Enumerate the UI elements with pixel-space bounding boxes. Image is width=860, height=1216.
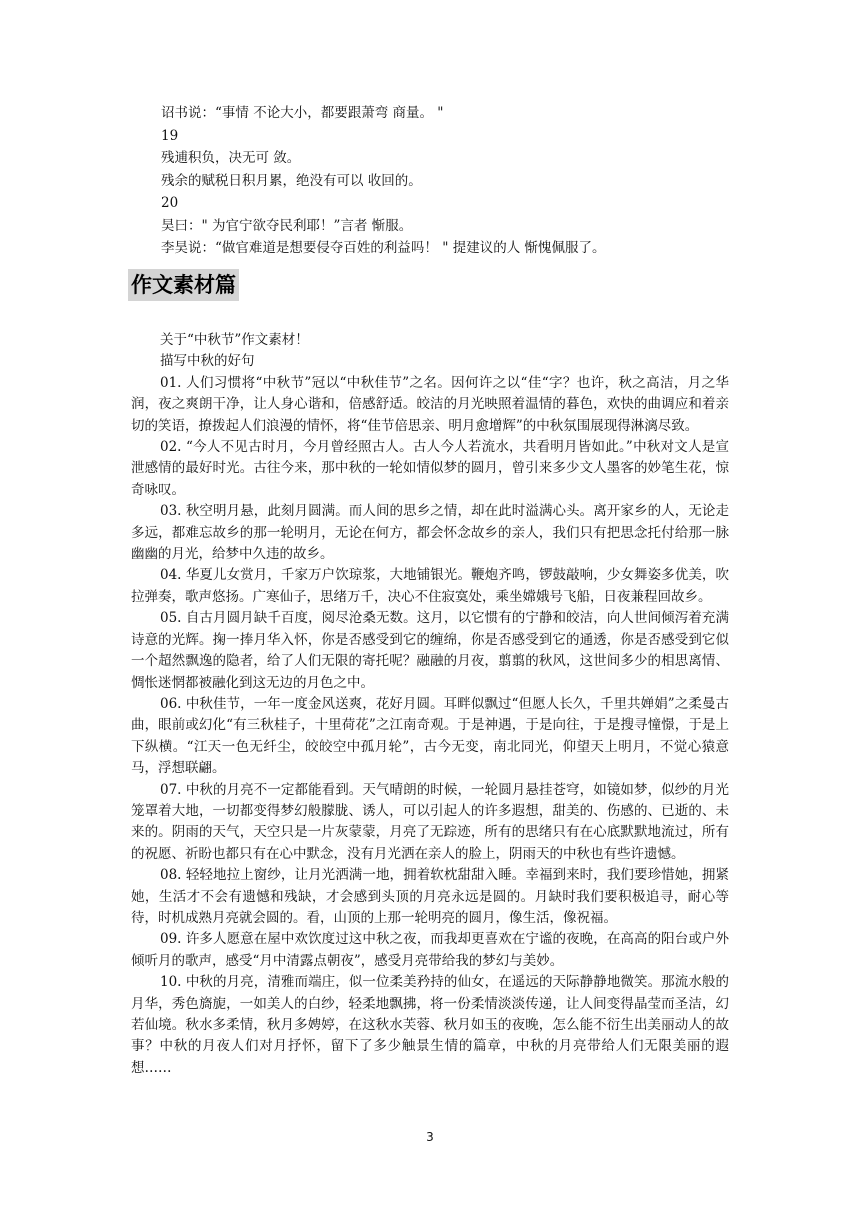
essay-paragraph: 06. 中秋佳节，一年一度金风送爽，花好月圆。耳畔似飘过“但愿人长久，千里共婵娟”之柔曼古曲，眼前或幻化“有三秋桂子，十里荷花”之江南奇观。于是神遇，于是向往，于是搜寻憧憬，于是上下纵横。“江天一色无纤尘，皎皎空中孤月轮”，古今无变，南北同光，仰望天上明月，不觉心猿意马，浮想联翩。	[131, 695, 729, 777]
section-heading: 作文素材篇	[128, 269, 239, 301]
essay-paragraph: 02. “今人不见古时月，今月曾经照古人。古人今人若流水，共看明月皆如此。”中秋对文人是宣泄感情的最好时光。古往今来，那中秋的一轮如情似梦的圆月，曾引来多少文人墨客的妙笔生花，惊奇咏叹。	[131, 439, 729, 498]
essay-subtitle: 描写中秋的好句	[160, 353, 255, 370]
note-number: 20	[161, 195, 179, 211]
essay-paragraph: 09. 许多人愿意在屋中欢饮度过这中秋之夜，而我却更喜欢在宁谧的夜晚，在高高的阳台或户外倾听月的歌声，感受“月中清露点朝夜”，感受月亮带给我的梦幻与美妙。	[131, 931, 729, 969]
essay-intro: 关于“中秋节”作文素材！	[160, 332, 309, 348]
note-line: 残余的赋税日积月累，绝没有可以 收回的。	[161, 172, 422, 189]
translation-notes	[161, 102, 721, 260]
page-number: 3	[426, 1130, 434, 1144]
essay-paragraph: 01. 人们习惯将“中秋节”冠以“中秋佳节”之名。因何许之以“佳“字？也许，秋之高洁，月之华润，夜之爽朗干净，让人身心谐和，倍感舒适。皎洁的月光映照着温情的暮色，欢快的曲调应和着亲切的笑语，撩拨起人们浪漫的情怀，将“佳节倍思亲、明月愈增辉”的中秋氛围展现得淋漓尽致。	[131, 374, 729, 434]
essay-paragraph: 07. 中秋的月亮不一定都能看到。天气晴朗的时候，一轮圆月悬挂苍穹，如镜如梦，似纱的月光笼罩着大地，一切都变得梦幻般朦胧、诱人，可以引起人的许多遐想，甜美的、伤感的、已逝的、未来的。阴雨的天气，天空只是一片灰蒙蒙，月亮了无踪迹，所有的思绪只有在心底默默地流过，所有的祝愿、祈盼也都只有在心中默念，没有月光洒在亲人的脸上，阴雨天的中秋也有些许遗憾。	[131, 781, 729, 862]
note-line: 残逋积负，决无可 敛。	[161, 150, 301, 166]
essay-paragraph: 04. 华夏儿女赏月，千家万户饮琼浆，大地铺银光。鞭炮齐鸣，锣鼓敲响，少女舞姿多优美，吹拉弹奏，歌声悠扬。广寒仙子，思绪万千，决心不住寂寞处，乘坐嫦娥号飞船，日夜兼程回故乡。	[131, 567, 729, 605]
note-number: 19	[161, 127, 179, 144]
note-line: 昊曰：" 为官宁欲夺民利耶！”言者 惭服。	[161, 217, 413, 234]
note-line: 诏书说：“事情 不论大小，都要跟萧弯 商量。 "	[161, 105, 444, 121]
essay-paragraph: 03. 秋空明月悬，此刻月圆满。而人间的思乡之情，却在此时溢满心头。离开家乡的人，无论走多远，都难忘故乡的那一轮明月，无论在何方，都会怀念故乡的亲人，我们只有把思念托付给那一脉幽幽的月光，给梦中久违的故乡。	[131, 503, 729, 563]
essay-material	[131, 330, 729, 1079]
essay-paragraph: 08. 轻轻地拉上窗纱，让月光洒满一地，拥着软枕甜甜入睡。幸福到来时，我们要珍惜她，拥紧她，生活才不会有遗憾和残缺，才会感到头顶的月亮永远是圆的。月缺时我们要积极追寻，耐心等待，时机成熟月亮就会圆的。看，山顶的上那一轮明亮的圆月，像生活，像祝福。	[131, 867, 729, 926]
essay-paragraph: 10. 中秋的月亮，清雅而端庄，似一位柔美矜持的仙女，在遥远的天际静静地微笑。那流水般的月华，秀色旖旎，一如美人的白纱，轻柔地飘拂，将一份柔情淡淡传递，让人间变得晶莹而圣洁，幻若仙境。秋水多柔情，秋月多娉婷，在这秋水芙蓉、秋月如玉的夜晚，怎么能不衍生出美丽动人的故事？中秋的月夜人们对月抒怀，留下了多少触景生情的篇章，中秋的月亮带给人们无限美丽的遐想……	[131, 974, 729, 1076]
essay-paragraph: 05. 自古月圆月缺千百度，阅尽沧桑无数。这月，以它惯有的宁静和皎洁，向人世间倾泻着充满诗意的光辉。掬一捧月华入怀，你是否感受到它的缠绵，你是否感受到它的通透，你是否感受到它似一个超然飘逸的隐者，给了人们无限的寄托呢？融融的月夜，翦翦的秋风，这世间多少的相思离情、惆怅迷惘都被融化到这无边的月色之中。	[131, 610, 729, 691]
note-line: 李昊说：“做官难道是想要侵夺百姓的利益吗！ " 提建议的人 惭愧佩服了。	[161, 240, 606, 256]
